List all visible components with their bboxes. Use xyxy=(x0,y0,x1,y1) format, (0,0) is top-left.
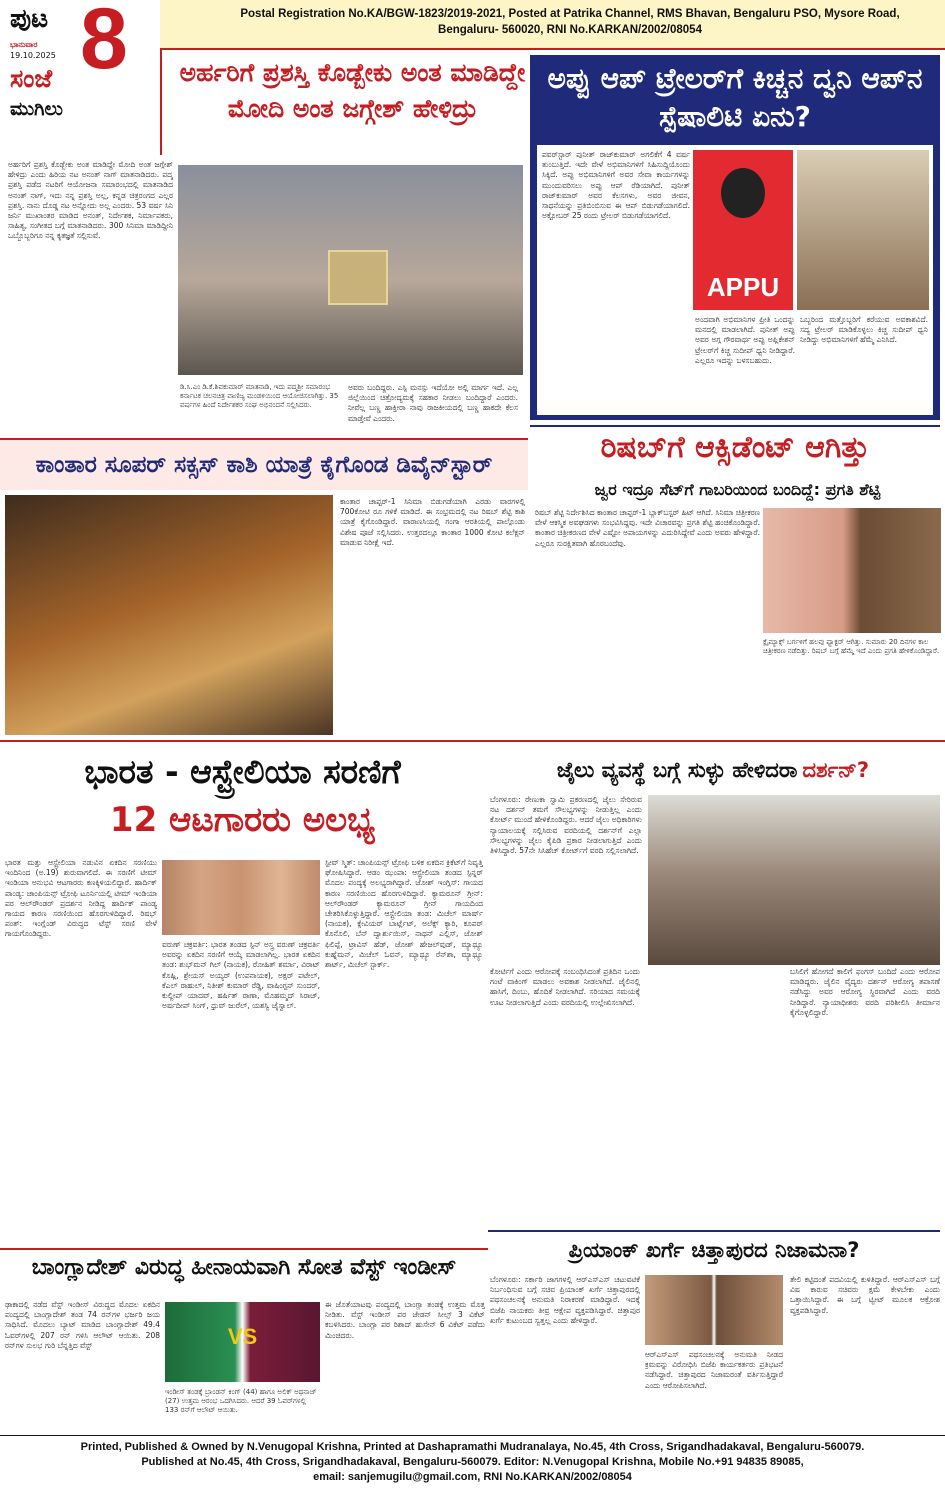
story4-headline: ರಿಷಬ್‌ಗೆ ಆಕ್ಸಿಡೆಂಟ್ ಆಗಿತ್ತು xyxy=(600,430,870,465)
divider xyxy=(0,1248,488,1250)
story7-body-col1: ಢಾಕಾದಲ್ಲಿ ನಡೆದ ವೆಸ್ಟ್ ಇಂಡೀಸ್ ವಿರುದ್ಧದ ಮೊದಲ ಏಕದಿನ ಪಂದ್ಯದಲ್ಲಿ ಬಾಂಗ್ಲಾದೇಶ್ ತಂಡ 74 ರನ್‌ಗಳ ಭರ್ಜರಿ ಜಯ ಸಾಧಿಸಿದೆ. ಮೊದಲು ಬ್ಯಾಟ್ ಮಾಡಿದ ಬಾಂಗ್ಲಾದೇಶ್ 49.4 ಓವರ್‌ಗಳಲ್ಲಿ 207 ರನ್ ಗಳಿಸಿ ಆಲೌಟ್ ಆಯಿತು. 208 ರನ್‌ಗಳ ಸುಲಭ ಗುರಿ ಬೆನ್ನತ್ತಿದ ವೆಸ್ಟ್ xyxy=(5,1300,160,1350)
story5-body-col2: ವರುಣ್ ಚಕ್ರವರ್ತಿ: ಭಾರತ ತಂಡದ ಸ್ಪಿನ್ ಅಸ್ತ್ರ ವರುಣ್ ಚಕ್ರವರ್ತಿ ಅವರನ್ನು ಏಕದಿನ ಸರಣಿಗೆ ಆಯ್ಕೆ ಮಾಡಲಾಗಿಲ್ಲ. ಭಾರತ ಏಕದಿನ ತಂಡ: ಶುಭ್‌ಮನ್ ಗಿಲ್ (ನಾಯಕ), ರೋಹಿತ್ ಶರ್ಮಾ, ವಿರಾಟ್ ಕೊಹ್ಲಿ, ಶ್ರೇಯಸ್ ಅಯ್ಯರ್ (ಉಪನಾಯಕ), ಅಕ್ಷರ್ ಪಟೇಲ್, ಕೆಎಲ್ ರಾಹುಲ್, ನಿತೀಶ್ ಕುಮಾರ್ ರೆಡ್ಡಿ, ವಾಷಿಂಗ್ಟನ್ ಸುಂದರ್, ಕುಲ್ದೀಪ್ ಯಾದವ್, ಹರ್ಷಿತ್ ರಾಣಾ, ಮೊಹಮ್ಮದ್ ಸಿರಾಜ್, ಅರ್ಷದೀಪ್ ಸಿಂಗ್, ಧ್ರುವ್ ಜುರೆಲ್, ಯಶಸ್ವಿ ಜೈಸ್ವಾಲ್. xyxy=(162,940,320,1011)
story4-body: ರಿಷಬ್ ಶೆಟ್ಟಿ ನಿರ್ದೇಶಿಸಿದ ಕಾಂತಾರ ಚಾಪ್ಟರ್-1 ಬ್ಲಾಕ್‌ಬಸ್ಟರ್ ಹಿಟ್ ಆಗಿದೆ. ಸಿನಿಮಾ ಚಿತ್ರೀಕರಣ ವೇಳೆ ಆಕಸ್ಮಿಕ ಅವಘಡಗಳು ಸಂಭವಿಸಿದ್ದವು. ಇದೇ ವಿಚಾರವನ್ನು ಪ್ರಗತಿ ಶೆಟ್ಟಿ ಹಂಚಿಕೊಂಡಿದ್ದಾರೆ. ಕಾಂತಾರ ಚಿತ್ರೀಕರಣದ ವೇಳೆ ಎಷ್ಟೋ ಅಪಾಯಗಳನ್ನು ಎದುರಿಸಿದ್ದೇವೆ ಎಂದು ಅವರು ಹೇಳಿದ್ದಾರೆ. ಎಲ್ಲರೂ ಸುರಕ್ಷಿತವಾಗಿ ಹೊರಬಂದೆವು. xyxy=(535,508,760,548)
story8-body-col3: ತೇಲಿ ಕಟ್ಟಿದಂತೆ ಪದವಿಯಲ್ಲಿ ಕುಳಿತಿದ್ದಾರೆ. ಆರ್‌ಎಸ್‌ಎಸ್ ಬಗ್ಗೆ ವಿಷ ಕಾರುವ ಸಚಿವರು ಕ್ಷಮೆ ಕೇಳಬೇಕು ಎಂದು ಒತ್ತಾಯಿಸಿದ್ದಾರೆ. ಈ ಬಗ್ಗೆ ಟ್ವೀಟ್ ಮೂಲಕ ಆಕ್ರೋಶ ವ್ಯಕ್ತಪಡಿಸಿದ್ದಾರೆ. xyxy=(790,1275,940,1315)
paper-name-sanje: ಸಂಜೆ xyxy=(10,64,53,93)
story4-caption: ಕ್ಲೈಮ್ಯಾಕ್ಸ್ ಬರ್ಗಳಿಗೆ ಹಲವು ಫ್ಯಾಕ್ಟರ್ ಆಗಿತ್ತು. ಸುಮಾರು 20 ದಿನಗಳ ಕಾಲ ಚಿತ್ರೀಕರಣ ನಡೆದಿತ್ತು. ರಿಷಬ್ ಬಗ್ಗೆ ಹೆಮ್ಮೆ ಇದೆ ಎಂದು ಪ್ರಗತಿ ಹೇಳಿಕೊಂಡಿದ್ದಾರೆ. xyxy=(763,638,940,655)
page-number: 8 xyxy=(80,0,128,87)
divider xyxy=(530,425,940,427)
story7-caption: ಇಂಡೀಸ್ ತಂಡಕ್ಕೆ ಬ್ರಾಂಡನ್ ಕಿಂಗ್ (44) ಹಾಗೂ ಅಲಿಕ್ ಅಥನಾಜ್ (27) ಉತ್ತಮ ಆರಂಭ ಒದಗಿಸಿದರು. ಆದರೆ 39 ಓವರ್‌ಗಳಲ್ಲಿ 133 ರನ್‌ಗೆ ಆಲೌಟ್ ಆಯಿತು. xyxy=(165,1388,317,1414)
story8-headline: ಪ್ರಿಯಾಂಕ್ ಖರ್ಗೆ ಚಿತ್ತಾಪುರದ ನಿಜಾಮನಾ? xyxy=(568,1238,860,1262)
story7-body-col2: ಈ ಜೊತೆಯಾಟವು ಪಂದ್ಯದಲ್ಲಿ ಬಾಂಗ್ಲಾ ತಂಡಕ್ಕೆ ಉತ್ತಮ ಮೊತ್ತ ನೀಡಿತು. ವೆಸ್ಟ್ ಇಂಡೀಸ್ ಪರ ಜೇಡನ್ ಸೀಲ್ಸ್ 3 ವಿಕೆಟ್ ಕಬಳಿಸಿದರು. ಬಾಂಗ್ಲಾ ಪರ ರಿಶಾದ್ ಹುಸೇನ್ 6 ವಿಕೆಟ್ ಪಡೆದು ಮಿಂಚಿದರು. xyxy=(325,1300,485,1340)
story2-body-col3: ಒಬ್ಬರಿಂದ ಮತ್ತೊಬ್ಬರಿಗೆ ಕರೆಯುವ ಅವಕಾಶವಿದೆ. ಸದ್ಯ ಟ್ರೇಲರ್ ಮಾಡಿಕೊಳ್ಳಲು ಕಿಚ್ಚ ಸುದೀಪ್ ಧ್ವನಿ ನೀಡಿದ್ದು ಅಭಿಮಾನಿಗಳಿಗೆ ಹೆಮ್ಮೆ ಎನಿಸಿದೆ. xyxy=(800,315,928,345)
masthead-divider xyxy=(160,50,162,155)
date: 19.10.2025 xyxy=(10,51,56,60)
story6-headline-prefix: ಜೈಲು ವ್ಯವಸ್ಥೆ ಬಗ್ಗೆ ಸುಳ್ಳು ಹೇಳಿದರಾ xyxy=(556,758,798,782)
footer-line3: email: sanjemugilu@gmail.com, RNI No.KARKAN/2002/08054 xyxy=(313,1471,632,1483)
story8-body-col2: ಆರ್‌ಎಸ್‌ಎಸ್ ಪಥಸಂಚಲನಕ್ಕೆ ಅನುಮತಿ ನೀಡದ ಕ್ರಮವನ್ನು ವಿರೋಧಿಸಿ ಬಿಜೆಪಿ ಕಾರ್ಯಕರ್ತರು ಪ್ರತಿಭಟನೆ ನಡೆಸಿದ್ದಾರೆ. ಚಿತ್ತಾಪುರದ ನಿಜಾಮರಂತೆ ವರ್ತಿಸುತ್ತಿದ್ದಾರೆ ಎಂದು ಆರೋಪಿಸಲಾಗಿದೆ. xyxy=(645,1350,783,1390)
story1-headline: ಅರ್ಹರಿಗೆ ಪ್ರಶಸ್ತಿ ಕೊಡ್ಬೇಕು ಅಂತ ಮಾಡಿದ್ದೇ ಮೋದಿ ಅಂತ ಜಗ್ಗೇಶ್ ಹೇಳಿದ್ರು xyxy=(179,58,526,123)
story3-body: ಕಾಂತಾರ ಚಾಪ್ಟರ್-1 ಸಿನಿಮಾ ಬಿಡುಗಡೆಯಾಗಿ ಎರಡು ವಾರಗಳಲ್ಲಿ 700ಕೋಟಿ ರೂ ಗಳಿಕೆ ಮಾಡಿದೆ. ಈ ಸಂಭ್ರಮದಲ್ಲಿ ನಟ ರಿಷಬ್ ಶೆಟ್ಟಿ ಕಾಶಿ ಯಾತ್ರೆ ಕೈಗೊಂಡಿದ್ದಾರೆ. ವಾರಾಣಸಿಯಲ್ಲಿ ಗಂಗಾ ಆರತಿಯಲ್ಲಿ ಪಾಲ್ಗೊಂಡು ವಿಶೇಷ ಪೂಜೆ ಸಲ್ಲಿಸಿದರು. ಉತ್ತರದಲ್ಲೂ ಕಾಂತಾರ 1000 ಕೋಟಿ ಕಲೆಕ್ಷನ್ ಮಾಡುವ ನಿರೀಕ್ಷೆ ಇದೆ. xyxy=(340,497,525,547)
divider xyxy=(0,740,945,742)
divider xyxy=(488,1230,940,1232)
paper-name-mugilu: ಮುಗಿಲು xyxy=(10,98,63,120)
story1-body-col1: ಅರ್ಹರಿಗೆ ಪ್ರಶಸ್ತಿ ಕೊಡ್ಬೇಕು ಅಂತ ಮಾಡಿದ್ದೇ ಮೋದಿ ಅಂತ ಜಗ್ಗೇಶ್ ಹೇಳಿದ್ರು ಎಂದು ಹಿರಿಯ ನಟ ಅನಂತ್ ನಾಗ್ ಮಾತನಾಡಿದರು. ಪದ್ಮ ಪ್ರಶಸ್ತಿ ಪಡೆದ ನಟರಿಗೆ ಆಯೋಜನಾ ಸಮಾರಂಭದಲ್ಲಿ ಮಾತನಾಡಿದ ಅನಂತ್ ನಾಗ್, ಇದು ನನ್ನ ಪ್ರಶಸ್ತಿ ಅಲ್ಲ, ಕನ್ನಡ ಚಿತ್ರರಂಗದ ಎಲ್ಲರ ಪ್ರಶಸ್ತಿ. ನಾನು ದೊಡ್ಡ ನಟ ಅನ್ನೋದು ಅಲ್ಲ ಎಂದರು. 53 ವರ್ಷ ಸಿನಿ ಜರ್ನಿ ಮುಖಾಂತರ ಮಾಡಿದ ಅನಂತ್, ನಿರ್ದೇಶಕ, ನಿರ್ಮಾಪಕರು, ಸಾಹಿತ್ಯ, ಸಂಗೀತದ ಬಗ್ಗೆ ಮಾತನಾಡಿದರು. 300 ಸಿನಿಮಾ ಮಾಡಿದ್ದೀನಿ ಒಬ್ಬೊಬ್ಬರಿಗೂ ನನ್ನ ಕೃತಜ್ಞತೆ ಸಲ್ಲಿಸುವೆ. xyxy=(8,160,173,241)
appu-face-icon xyxy=(721,168,765,218)
story1-caption: ಡಿ.ಸಿ.ಎಂ ಡಿ.ಕೆ.ಶಿವಕುಮಾರ್ ಮಾತನಾಡಿ, ಇದು ಪದ್ಮಶ್ರೀ ಸಮಾರಂಭ ಕರ್ನಾಟಕ ಚಲನಚಿತ್ರ ವಾಣಿಜ್ಯ ಮಂಡಳಿಯಿಂದ ಆಯೋಜಿಸಲಾಗಿತ್ತು. 35 ವರ್ಷಗಳ ಹಿಂದೆ ನಿರ್ದೇಶಕರ ಸಂಘ ಅಭಿನಂದನೆ ಸಲ್ಲಿಸಿದರು. xyxy=(180,383,339,409)
appu-logo-text: APPU xyxy=(706,272,780,302)
story5-players-photo xyxy=(162,860,320,935)
story2-body-col1: ಪವರ್‌ಸ್ಟಾರ್ ಪುನೀತ್ ರಾಜ್‌ಕುಮಾರ್ ಅಗಲಿಕೆಗೆ 4 ವರ್ಷ ತುಂಬುತ್ತಿದೆ. ಇದೇ ವೇಳೆ ಅಭಿಮಾನಿಗಳಿಗೆ ಸಿಹಿಸುದ್ದಿಯೊಂದು ಸಿಕ್ಕಿದೆ. ಅಪ್ಪು ಅಭಿಮಾನಿಗಳಿಗೆ ಅವರ ಸೇವಾ ಕಾರ್ಯಗಳನ್ನು ಮುಂದುವರಿಸಲು ಅಪ್ಪು ಆಪ್ ರೆಡಿಯಾಗಿದೆ. ಪುನೀತ್ ರಾಜ್‌ಕುಮಾರ್ ಅವರ ಕೆಲಸಗಳು, ಅವರ ಜೀವನ, ಸಾಧನೆಯನ್ನು ಪ್ರತಿಬಿಂಬಿಸುವ ಈ ಆಪ್ ಬಿಡುಗಡೆಯಾಗಲಿದೆ. ಅಕ್ಟೋಬರ್ 25 ರಂದು ಟ್ರೇಲರ್ ಬಿಡುಗಡೆಯಾಗಲಿದೆ. xyxy=(542,150,690,221)
footer-line1: Printed, Published & Owned by N.Venugopal Krishna, Printed at Dashapramathi Mudranalaya, No.45, 4th Cross, Srigandhadakaval, Bengaluru-560079. xyxy=(80,1441,865,1453)
story2-body-col2: ಅಂದವಾಗಿ ಅಭಿಮಾನಿಗಳ ಪ್ರೀತಿ ಒಂದನ್ನು ಮನದಲ್ಲಿ ಮಾಡಲಾಗಿದೆ. ಪುನೀತ್ ಅಪ್ಪು ಅವರ ಅಗ್ಗ ಗೌರವಾರ್ಥ ಅಪ್ಪು ಅಪ್ಲಿಕೇಶನ್ ಟ್ರೇಲರ್‌ಗೆ ಕಿಚ್ಚ ಸುದೀಪ್ ಧ್ವನಿ ನೀಡಿದ್ದಾರೆ. ಎಲ್ಲರೂ ಇದನ್ನು ಬಳಸಬಹುದು. xyxy=(695,315,795,365)
sudeep-photo xyxy=(797,150,929,310)
appu-logo-card xyxy=(693,150,793,310)
story6-headline xyxy=(488,750,938,790)
story1-photo xyxy=(178,165,523,375)
footer-divider xyxy=(0,1435,945,1436)
story7-photo xyxy=(165,1302,320,1382)
footer-line2: Published at No.45, 4th Cross, Srigandhadakaval, Bengaluru-560079. Editor: N.Venugopal Krishna, Mobile No.+91 94835 89085, xyxy=(141,1456,804,1468)
story6-body-col1: ಬೆಂಗಳೂರು: ರೇಣುಕಾ ಸ್ವಾಮಿ ಪ್ರಕರಣದಲ್ಲಿ ಜೈಲು ಸೇರಿರುವ ನಟ ದರ್ಶನ್ ತಮಗೆ ಸೌಲಭ್ಯಗಳನ್ನು ನೀಡುತ್ತಿಲ್ಲ ಎಂದು ಕೋರ್ಟ್ ಮುಂದೆ ಹೇಳಿಕೊಂಡಿದ್ದರು. ಆದರೆ ಜೈಲು ಅಧಿಕಾರಿಗಳು ನ್ಯಾಯಾಲಯಕ್ಕೆ ಸಲ್ಲಿಸಿರುವ ವರದಿಯಲ್ಲಿ ದರ್ಶನ್‌ಗೆ ಎಲ್ಲಾ ಸೌಲಭ್ಯಗಳನ್ನು ಜೈಲು ಕೈಪಿಡಿ ಪ್ರಕಾರ ನೀಡಲಾಗುತ್ತಿದೆ ಎಂದು ತಿಳಿಸಿದ್ದಾರೆ. 57ನೇ ಸಿಸಿಹೆಚ್ ಕೋರ್ಟ್‌ಗೆ ವರದಿ ಸಲ್ಲಿಸಲಾಗಿದೆ. xyxy=(490,795,642,856)
story3-photo xyxy=(5,495,333,735)
story6-body-col2: ಕೋರ್ಟಿಗೆ ಎಂದು ಆರೋಪಕ್ಕೆ ಸಂಬಂಧಿಸಿದಂತೆ ಪ್ರತಿದಿನ ಒಂದು ಗಂಟೆ ವಾಕಿಂಗ್ ಮಾಡಲು ಅವಕಾಶ ನೀಡಲಾಗಿದೆ. ಜೈಲಿನಲ್ಲಿ ಹಾಸಿಗೆ, ದಿಂಬು, ಹೊದಿಕೆ ನೀಡಲಾಗಿದೆ. ಸರಿಯಾದ ಸಮಯಕ್ಕೆ ಊಟ ನೀಡಲಾಗುತ್ತಿದೆ ಎಂದು ವರದಿಯಲ್ಲಿ ಉಲ್ಲೇಖಿಸಲಾಗಿದೆ. xyxy=(490,967,640,1007)
weekday: ಭಾನುವಾರ xyxy=(10,40,38,49)
story5-headline-line1: ಭಾರತ - ಆಸ್ಟ್ರೇಲಿಯಾ ಸರಣಿಗೆ xyxy=(84,752,401,791)
story4-subhead: ಜ್ವರ ಇದ್ರೂ ಸೆಟ್‌ಗೆ ಗಾಬರಿಯಿಂದ ಬಂದಿದ್ದೆ: ಪ್ರಗತಿ ಶೆಟ್ಟಿ xyxy=(594,480,881,499)
story8-body-col1: ಬೆಂಗಳೂರು: ಸರ್ಕಾರಿ ಜಾಗಗಳಲ್ಲಿ ಆರ್‌ಎಸ್‌ಎಸ್ ಚಟುವಟಿಕೆ ನಿರ್ಬಂಧಿಸುವ ಬಗ್ಗೆ ಸಚಿವ ಪ್ರಿಯಾಂಕ್ ಖರ್ಗೆ ಚಿತ್ತಾಪುರದಲ್ಲಿ ಪಥಸಂಚಲನಕ್ಕೆ ಅನುಮತಿ ನಿರಾಕರಣೆ ಮಾಡಿದ್ದಾರೆ. ಇದಕ್ಕೆ ಬಿಜೆಪಿ ನಾಯಕರು ತೀವ್ರ ಆಕ್ಷೇಪ ವ್ಯಕ್ತಪಡಿಸಿದ್ದಾರೆ. ಚಿತ್ತಾಪುರ ಖರ್ಗೆ ಕುಟುಂಬದ ಸ್ವತ್ತಲ್ಲ ಎಂದು ಹೇಳಿದ್ದಾರೆ. xyxy=(490,1275,640,1325)
story5-headline-line2: 12 ಆಟಗಾರರು ಅಲಭ್ಯ xyxy=(109,800,376,840)
story1-body-col3: ಅವರು ಬಂದಿದ್ದರು. ಎಸ್ಪಿ ಮನಸ್ಸು ಇದೆಯೋ ಅಲ್ಲಿ ಮಾರ್ಗ ಇದೆ. ಎಲ್ಲ ಜಿಲ್ಲೆಯಿಂದ ಚಿತ್ರೋದ್ಯಮಕ್ಕೆ ಸಹಕಾರ ನೀಡಲು ಬಂದಿದ್ದಾರೆ ಎಂದರು. ನೀವೆಲ್ಲ ಬಣ್ಣ ಹಾಕ್ತೀರಾ ನಾವು ರಾಜಕೀಯದಲ್ಲಿ ಬಣ್ಣ ಹಾಕದೇ ಕೆಲಸ ಮಾಡ್ತೇವೆ ಎಂದರು. xyxy=(348,383,518,423)
page-label: ಪುಟ xyxy=(10,4,49,34)
story6-photo xyxy=(648,795,940,965)
imprint-footer xyxy=(0,1440,945,1485)
story2-headline: ಅಪ್ಪು ಆಪ್ ಟ್ರೇಲರ್‌ಗೆ ಕಿಚ್ಚನ ದ್ವನಿ ಆಪ್‌ನ ಸ್ಪೆಷಾಲಿಟಿ ಏನು? xyxy=(547,62,923,133)
award-frame xyxy=(328,250,388,305)
story7-headline: ಬಾಂಗ್ಲಾದೇಶ್ ವಿರುದ್ಧ ಹೀನಾಯವಾಗಿ ಸೋತ ವೆಸ್ಟ್ ಇಂಡೀಸ್ xyxy=(31,1255,457,1280)
story6-body-col3: ಬಸಿಲಿಗೆ ಹೋಗದೆ ಕಾಲಿಗೆ ಫಂಗಸ್ ಬಂದಿದೆ ಎಂದು ಆರೋಪ ಮಾಡಿದ್ದರು. ಜೈಲಿನ ವೈದ್ಯರು ದರ್ಶನ್ ಆರೋಗ್ಯ ತಪಾಸಣೆ ನಡೆಸಿದ್ದು ಅವರ ಆರೋಗ್ಯ ಸ್ಥಿರವಾಗಿದೆ ಎಂದು ವರದಿ ನೀಡಿದ್ದಾರೆ. ನ್ಯಾಯಾಧೀಶರು ವರದಿ ಪರಿಶೀಲಿಸಿ ತೀರ್ಮಾನ ಕೈಗೊಳ್ಳಲಿದ್ದಾರೆ. xyxy=(790,967,940,1017)
story4-photo xyxy=(763,508,941,633)
postal-registration: Postal Registration No.KA/BGW-1823/2019-2021, Posted at Patrika Channel, RMS Bhavan, Bengaluru PSO, Mysore Road, Bengaluru- 560020, RNI No.KARKAN/2002/08054 xyxy=(240,8,900,36)
story5-body-col3: ಸ್ಟೀವ್ ಸ್ಮಿತ್: ಚಾಂಪಿಯನ್ಸ್ ಟ್ರೋಫಿ ಬಳಿಕ ಏಕದಿನ ಕ್ರಿಕೆಟ್‌ಗೆ ನಿವೃತ್ತಿ ಘೋಷಿಸಿದ್ದಾರೆ. ಆಡಂ ಝಂಪಾ: ಆಸ್ಟ್ರೇಲಿಯಾ ತಂಡದ ಸ್ಪಿನ್ನರ್ ಮೊದಲ ಪಂದ್ಯಕ್ಕೆ ಅಲಭ್ಯರಾಗಿದ್ದಾರೆ. ಜೋಶ್ ಇಂಗ್ಲಿಸ್: ಗಾಯದ ಕಾರಣ ಸರಣಿಯಿಂದ ಹೊರಗುಳಿದಿದ್ದಾರೆ. ಕ್ಯಾಮರೂನ್ ಗ್ರೀನ್: ಆಲ್‌ರೌಂಡರ್ ಕ್ಯಾಮರೂನ್ ಗ್ರೀನ್ ಗಾಯದಿಂದ ಚೇತರಿಸಿಕೊಳ್ಳುತ್ತಿದ್ದಾರೆ. ಆಸ್ಟ್ರೇಲಿಯಾ ತಂಡ: ಮಿಚೆಲ್ ಮಾರ್ಷ್ (ನಾಯಕ), ಕ್ಸೇವಿಯರ್ ಬಾರ್ಟ್ಲೆಟ್, ಅಲೆಕ್ಸ್ ಕ್ಯಾರಿ, ಕೂಪರ್ ಕೊನೊಲಿ, ಬೆನ್ ದ್ವಾರ್ಶುಯಿಸ್, ನಾಥನ್ ಎಲ್ಲಿಸ್, ಜೋಶ್ ಫಿಲಿಪ್ಪೆ, ಟ್ರಾವಿಸ್ ಹೆಡ್, ಜೋಶ್ ಹೇಜಲ್‌ವುಡ್, ಮ್ಯಾಥ್ಯೂ ಕುಹ್ನೆಮನ್, ಮಿಚೆಲ್ ಓವನ್, ಮ್ಯಾಥ್ಯೂ ರೆನ್‌ಶಾ, ಮ್ಯಾಥ್ಯೂ ಶಾರ್ಟ್, ಮಿಚೆಲ್ ಸ್ಟಾರ್ಕ್. xyxy=(325,858,483,970)
vs-badge: VS xyxy=(227,1324,258,1349)
story8-photo xyxy=(645,1275,783,1345)
story6-headline-name: ದರ್ಶನ್? xyxy=(802,758,870,782)
story3-headline: ಕಾಂತಾರ ಸೂಪರ್ ಸಕ್ಸಸ್ ಕಾಶಿ ಯಾತ್ರೆ ಕೈಗೊಂಡ ಡಿವೈನ್‌ಸ್ಟಾರ್ xyxy=(0,440,528,490)
story5-body-col1: ಭಾರತ ಮತ್ತು ಆಸ್ಟ್ರೇಲಿಯಾ ನಡುವಿನ ಏಕದಿನ ಸರಣಿಯು ಇಂದಿನಿಂದ (ಅ.19) ಶುರುವಾಗಲಿದೆ. ಈ ಸರಣಿಗೆ ಟೀಮ್ ಇಂಡಿಯಾ ಅನುಭವಿ ಆಟಗಾರರು ಕಣಕ್ಕಿಳಿಯಲಿದ್ದಾರೆ. ಹಾರ್ದಿಕ್ ಪಾಂಡ್ಯ: ಚಾಂಪಿಯನ್ಸ್ ಟ್ರೋಫಿ ಟೂರ್ನಿಯಲ್ಲಿ ಟೀಮ್ ಇಂಡಿಯಾ ಪರ ಆಲ್‌ರೌಂಡರ್ ಪ್ರದರ್ಶನ ನೀಡಿದ್ದ ಹಾರ್ದಿಕ್ ಪಾಂಡ್ಯ ಗಾಯದ ಕಾರಣ ಸರಣಿಯಿಂದ ಹೊರಗುಳಿದಿದ್ದಾರೆ. ರಿಷಭ್ ಪಂತ್: ಇಂಗ್ಲೆಂಡ್ ವಿರುದ್ಧದ ಟೆಸ್ಟ್ ಸರಣಿ ವೇಳೆ ಗಾಯಗೊಂಡಿದ್ದರು. xyxy=(5,858,157,939)
